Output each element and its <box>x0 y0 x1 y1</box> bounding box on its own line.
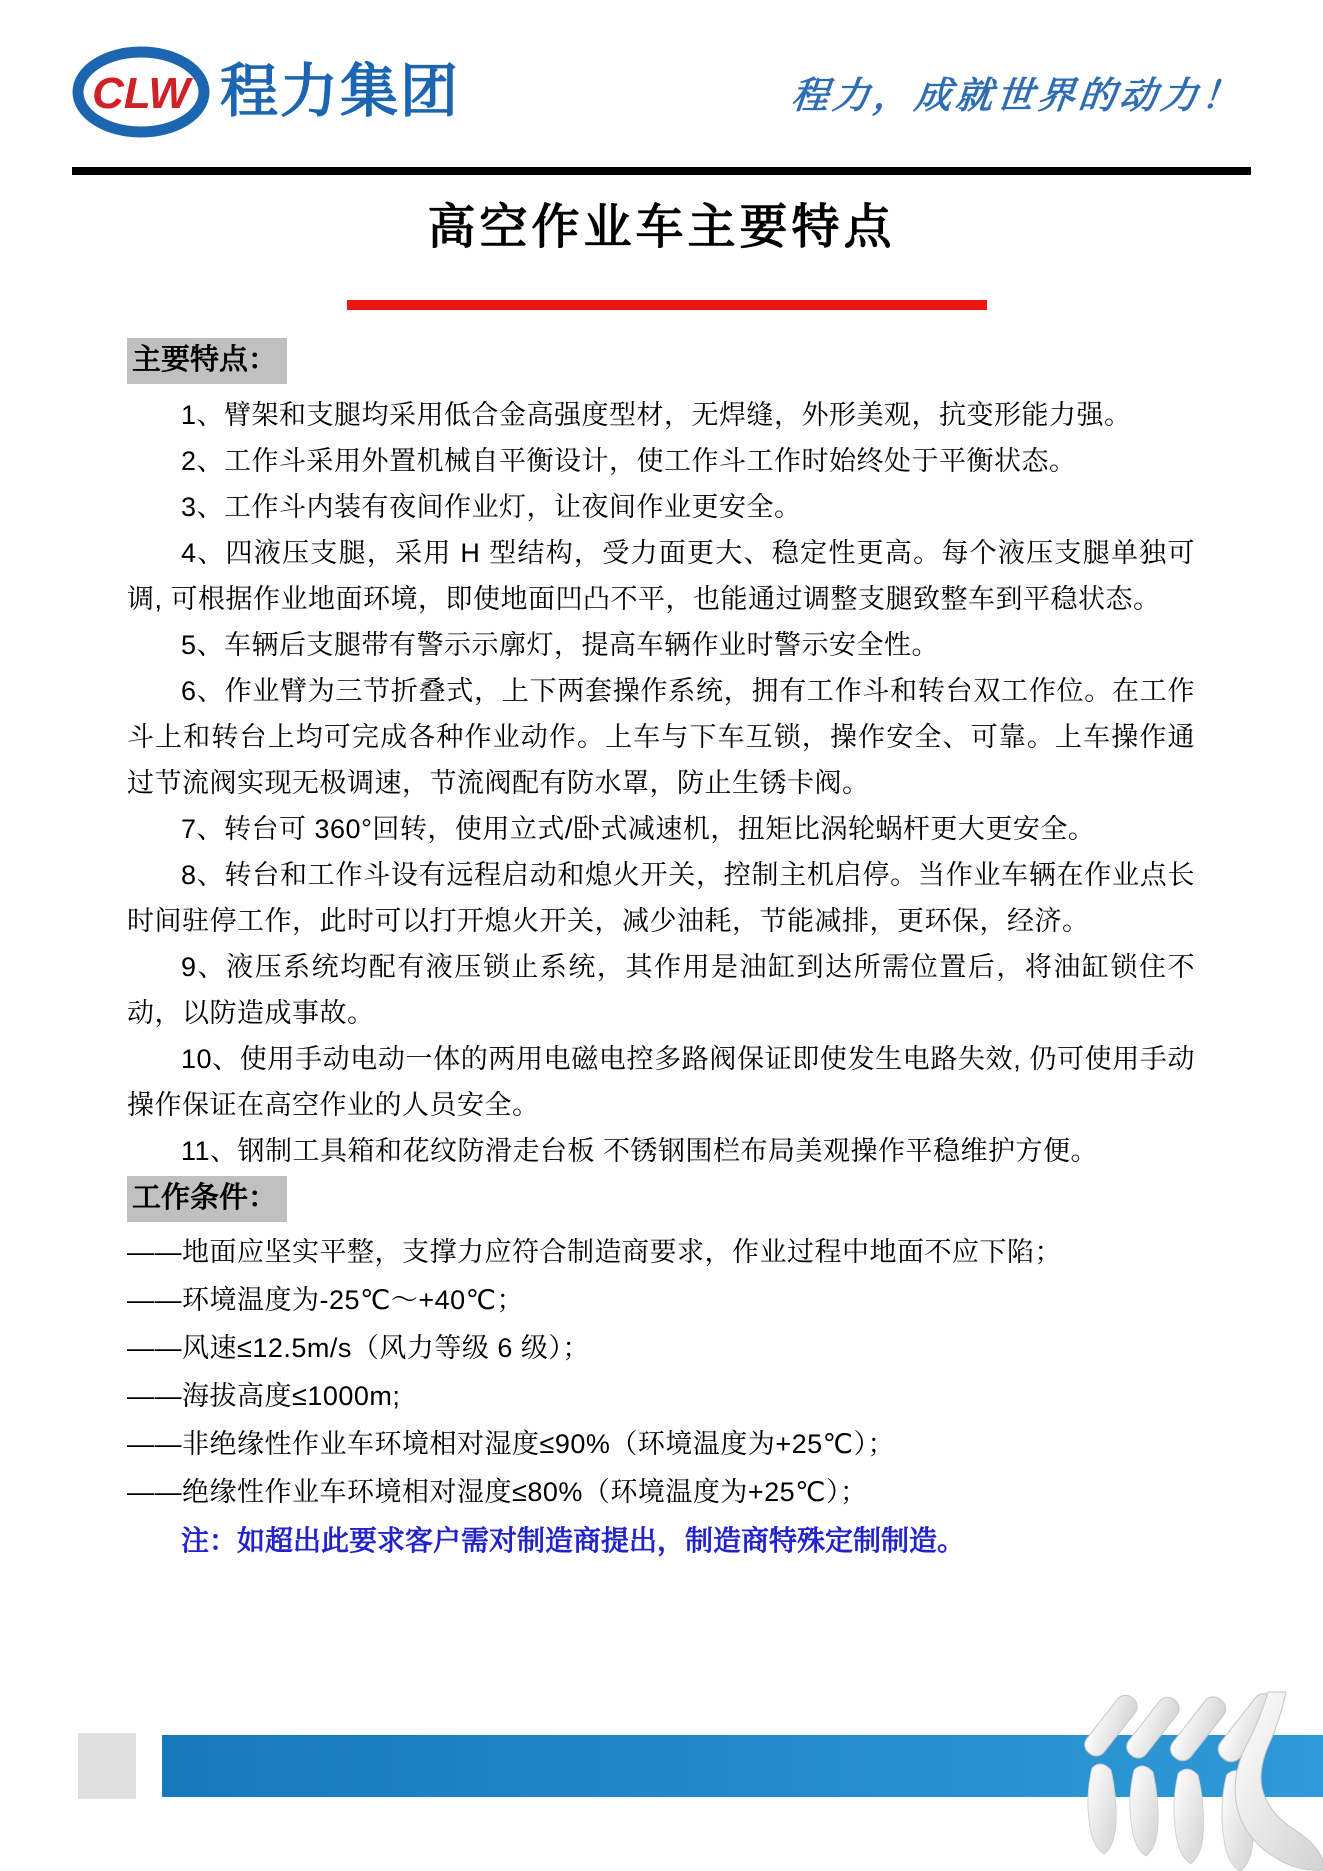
document-body <box>127 338 1195 1566</box>
page-title: 高空作业车主要特点 <box>427 201 896 254</box>
feature-item: 5、车辆后支腿带有警示示廓灯，提高车辆作业时警示安全性。 <box>181 629 940 660</box>
condition-item: ——海拔高度≤1000m; <box>127 1380 401 1411</box>
conditions-section-label: 工作条件： <box>127 1176 287 1222</box>
feature-item: 2、工作斗采用外置机械自平衡设计，使工作斗工作时始终处于平衡状态。 <box>181 445 1077 476</box>
company-slogan: 程力，成就世界的动力！ <box>789 75 1245 116</box>
footer-swoosh-graphic <box>0 1690 1323 1871</box>
feature-item: 7、转台可 360°回转，使用立式/卧式减速机，扭矩比涡轮蜗杆更大更安全。 <box>181 813 1096 844</box>
title-underline <box>347 300 987 310</box>
footer-gray-block <box>78 1733 136 1799</box>
feature-item: 6、作业臂为三节折叠式，上下两套操作系统，拥有工作斗和转台双工作位。在工作斗上和转台上均可完成各种作业动作。上车与下车互锁，操作安全、可靠。上车操作通过节流阀实现无极调速，节流阀配有防水罩，防止生锈卡阀。 <box>127 675 1195 798</box>
feature-item: 1、臂架和支腿均采用低合金高强度型材，无焊缝，外形美观，抗变形能力强。 <box>181 399 1132 430</box>
svg-text:CLW: CLW <box>92 69 190 118</box>
page-header <box>72 42 1251 142</box>
feature-item: 11、钢制工具箱和花纹防滑走台板 不锈钢围栏布局美观操作平稳维护方便。 <box>181 1135 1099 1166</box>
condition-item: ——绝缘性作业车环境相对湿度≤80%（环境温度为+25℃）； <box>127 1476 868 1507</box>
condition-item: ——环境温度为-25℃～+40℃； <box>127 1284 524 1315</box>
header-divider <box>72 167 1251 175</box>
features-section-label: 主要特点： <box>127 338 287 384</box>
condition-item: ——风速≤12.5m/s（风力等级 6 级）； <box>127 1332 590 1363</box>
feature-item: 3、工作斗内装有夜间作业灯，让夜间作业更安全。 <box>181 491 802 522</box>
condition-item: ——地面应坚实平整，支撑力应符合制造商要求，作业过程中地面不应下陷； <box>127 1236 1062 1267</box>
clw-logo-icon <box>72 46 210 138</box>
customization-note: 注：如超出此要求客户需对制造商提出，制造商特殊定制制造。 <box>181 1524 966 1556</box>
feature-item: 4、四液压支腿，采用 H 型结构，受力面更大、稳定性更高。每个液压支腿单独可调, 可根据作业地面环境，即使地面凹凸不平，也能通过调整支腿致整车到平稳状态。 <box>127 537 1195 614</box>
feature-item: 8、转台和工作斗设有远程启动和熄火开关，控制主机启停。当作业车辆在作业点长时间驻停工作，此时可以打开熄火开关，减少油耗，节能减排，更环保，经济。 <box>127 859 1195 936</box>
company-name-text: 程力集团 <box>220 59 461 124</box>
feature-item: 9、液压系统均配有液压锁止系统，其作用是油缸到达所需位置后，将油缸锁住不动，以防造成事故。 <box>127 951 1195 1028</box>
feature-item: 10、使用手动电动一体的两用电磁电控多路阀保证即使发生电路失效, 仍可使用手动操作保证在高空作业的人员安全。 <box>127 1043 1195 1120</box>
company-logo <box>72 46 460 138</box>
condition-item: ——非绝缘性作业车环境相对湿度≤90%（环境温度为+25℃）； <box>127 1428 895 1459</box>
